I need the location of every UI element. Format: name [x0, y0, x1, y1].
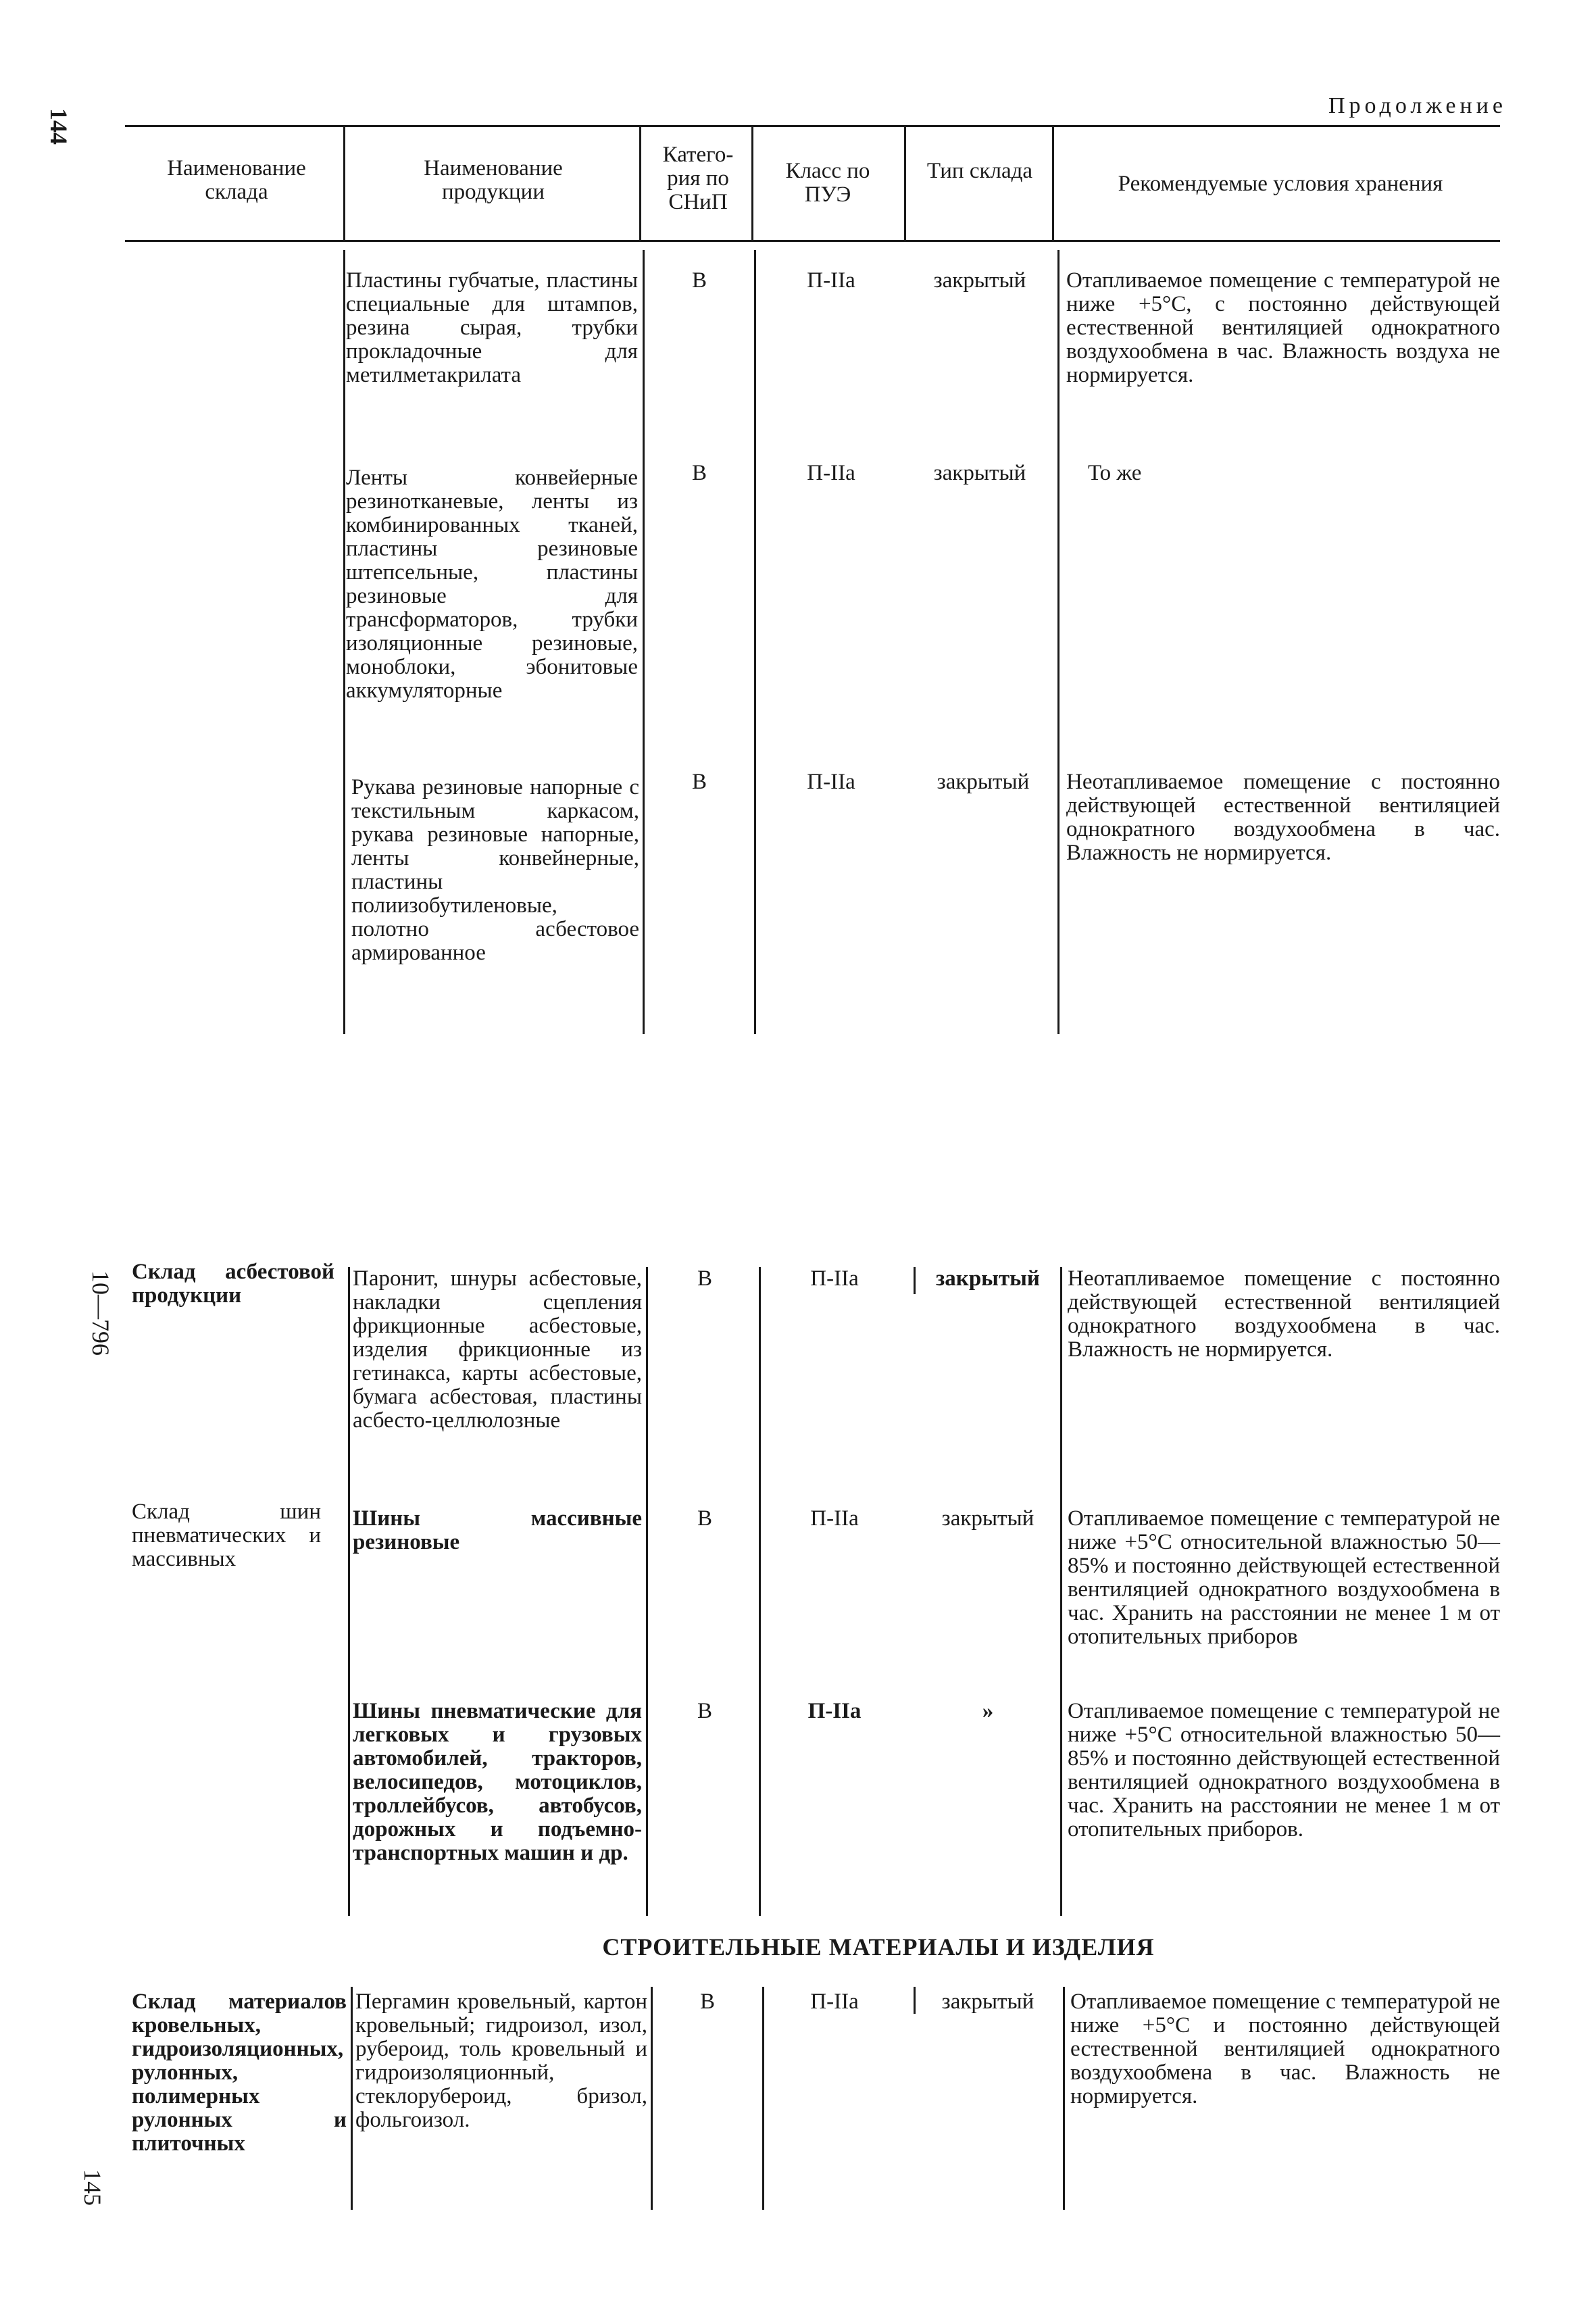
table-row-3-pue-class: П-IIа — [807, 770, 855, 794]
table-row-2-type: закрытый — [933, 461, 1026, 485]
section-row-type: закрытый — [941, 1989, 1034, 2014]
page-number-bottom: 145 — [79, 2169, 106, 2206]
table-row-5-pue-class: П-IIа — [810, 1506, 859, 1531]
header-category: Катего-рия по СНиП — [662, 143, 734, 214]
column-rule — [914, 1267, 916, 1294]
table-row-5-category: В — [697, 1506, 712, 1531]
table-row-6-category: В — [697, 1699, 712, 1723]
table-row-4-conditions: Неотапливаемое помещение с постоянно действующей естественной вентиляцией однократного воздухообмена в час. Влажность не нормируется. — [1068, 1266, 1500, 1362]
table-row-4-warehouse: Склад асбестовой продукции — [132, 1260, 334, 1308]
table-row-5-type: закрытый — [941, 1506, 1034, 1531]
table-row-4-type: закрытый — [936, 1266, 1040, 1291]
column-rule — [351, 1987, 353, 2210]
header-top-rule — [125, 125, 1500, 127]
table-row-1-type: закрытый — [933, 268, 1026, 293]
column-rule — [914, 1987, 916, 2014]
column-rule — [646, 1267, 648, 1916]
table-row-6-type: » — [982, 1699, 994, 1723]
table-row-2-conditions: То же — [1088, 461, 1142, 485]
section-row-pue-class: П-IIа — [810, 1989, 859, 2014]
section-row-conditions: Отапливаемое помещение с температурой не ниже +5°С и постоянно действующей естественной вентиляцией однократного воздухообмена в час. Влажность не нормируется. — [1070, 1989, 1500, 2108]
section-row-category: В — [699, 1989, 715, 2014]
header-separator — [343, 127, 345, 240]
column-rule — [1063, 1987, 1065, 2210]
column-rule — [643, 250, 645, 1034]
header-conditions: Рекомендуемые условия хранения — [1118, 172, 1443, 196]
table-row-3-category: В — [691, 770, 707, 794]
table-row-6-product: Шины пневматические для легковых и грузовых автомобилей, тракторов, велосипедов, мотоциклов, троллейбусов, автобусов, дорожных и подъемно-транспортных машин и др. — [353, 1699, 642, 1865]
column-rule — [651, 1987, 653, 2210]
header-separator — [904, 127, 906, 240]
table-row-4-pue-class: П-IIа — [810, 1266, 859, 1291]
table-row-4-product: Паронит, шнуры асбестовые, накладки сцепления фрикционные асбестовые, изделия фрикционные из гетинакса, карты асбестовые, бумага асбестовая, пластины асбесто-целлюлозные — [353, 1266, 642, 1433]
column-rule — [348, 1267, 350, 1916]
table-row-1-product: Пластины губчатые, пластины специальные для штампов, резина сырая, трубки прокладочные для метилметакрилата — [346, 268, 638, 387]
header-pue-class: Класс по ПУЭ — [785, 159, 870, 207]
header-product: Наименование продукции — [424, 156, 563, 204]
section-row-warehouse: Склад материалов кровельных, гидроизоляционных, рулонных, полимерных рулонных и плиточных — [132, 1989, 347, 2156]
header-separator — [639, 127, 641, 240]
table-row-5-product: Шины массивные резиновые — [353, 1506, 642, 1554]
table-row-3-type: закрытый — [937, 770, 1030, 794]
table-row-1-conditions: Отапливаемое помещение с температурой не ниже +5°С, с постоянно действующей естественной вентиляцией однократного воздухообмена в час. Влажность воздуха не нормируется. — [1066, 268, 1500, 387]
table-row-3-conditions: Неотапливаемое помещение с постоянно действующей естественной вентиляцией однократного воздухообмена в час. Влажность не нормируется. — [1066, 770, 1500, 865]
header-warehouse: Наименование склада — [167, 156, 306, 204]
section-title: СТРОИТЕЛЬНЫЕ МАТЕРИАЛЫ И ИЗДЕЛИЯ — [602, 1933, 1155, 1960]
table-row-1-pue-class: П-IIа — [807, 268, 855, 293]
page-signature: 10—796 — [87, 1270, 114, 1356]
header-bottom-rule — [125, 240, 1500, 242]
table-row-6-conditions: Отапливаемое помещение с температурой не ниже +5°С относительной влажностью 50—85% и постоянно действующей естественной вентиляцией однократного воздухообмена в час. Хранить на расстоянии не менее 1 м от отопительных приборов. — [1068, 1699, 1500, 1841]
header-separator — [751, 127, 753, 240]
header-type: Тип склада — [926, 159, 1033, 183]
table-row-1-category: В — [691, 268, 707, 293]
column-rule — [754, 250, 756, 1034]
continuation-label: Продолжение — [1328, 93, 1507, 118]
section-row-product: Пергамин кровельный, картон кровельный; гидроизол, изол, рубероид, толь кровельный и гидроизоляционный, стеклорубероид, бризол, фольгоизол. — [355, 1989, 647, 2132]
page-number-top: 144 — [45, 108, 72, 145]
column-rule — [1060, 1267, 1062, 1916]
table-row-2-category: В — [691, 461, 707, 485]
column-rule — [762, 1987, 764, 2210]
table-row-6-pue-class: П-IIа — [807, 1699, 862, 1723]
table-row-4-category: В — [697, 1266, 712, 1291]
table-row-3-product: Рукава резиновые напорные с текстильным каркасом, рукава резиновые напорные, ленты конвейнерные, пластины полиизобутиленовые, полотно асбестовое армированное — [351, 775, 639, 965]
table-row-5-warehouse: Склад шин пневматических и массивных — [132, 1500, 321, 1571]
header-separator — [1052, 127, 1054, 240]
table-row-2-product: Ленты конвейерные резинотканевые, ленты из комбинированных тканей, пластины резиновые штепсельные, пластины резиновые для трансформаторов, трубки изоляционные резиновые, моноблоки, эбонитовые аккумуляторные — [346, 466, 638, 703]
table-row-5-conditions: Отапливаемое помещение с температурой не ниже +5°С относительной влажностью 50—85% и постоянно действующей естественной вентиляцией однократного воздухообмена в час. Хранить на расстоянии не менее 1 м от отопительных приборов — [1068, 1506, 1500, 1649]
column-rule — [759, 1267, 761, 1916]
column-rule — [343, 250, 345, 1034]
column-rule — [1057, 250, 1059, 1034]
table-row-2-pue-class: П-IIа — [807, 461, 855, 485]
